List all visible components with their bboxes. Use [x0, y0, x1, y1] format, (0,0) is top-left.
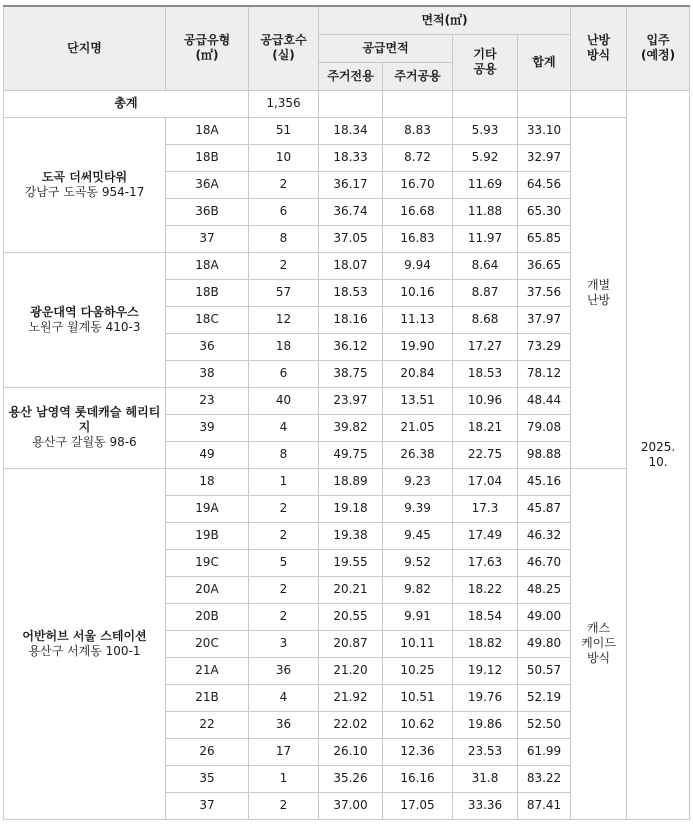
residential-exclusive-cell: 18.33	[319, 144, 383, 171]
supply-type-cell: 21A	[166, 657, 249, 684]
residential-common-cell: 9.52	[383, 549, 453, 576]
residential-exclusive-cell: 36.12	[319, 333, 383, 360]
total-area-cell: 49.00	[518, 603, 571, 630]
other-common-cell: 18.82	[453, 630, 518, 657]
units-cell: 8	[249, 225, 319, 252]
units-cell: 36	[249, 711, 319, 738]
total-empty-cell	[571, 90, 627, 117]
header-residential-exclusive: 주거전용	[319, 62, 383, 90]
residential-exclusive-cell: 38.75	[319, 360, 383, 387]
header-residential-common: 주거공용	[383, 62, 453, 90]
header-heating: 난방 방식	[571, 6, 627, 90]
total-row	[4, 90, 690, 117]
complex-cell	[4, 252, 166, 387]
other-common-cell: 19.12	[453, 657, 518, 684]
total-empty-cell	[383, 90, 453, 117]
header-complex: 단지명	[4, 6, 166, 90]
complex-name: 광운대역 다움하우스	[30, 304, 139, 319]
residential-exclusive-cell: 20.21	[319, 576, 383, 603]
supply-type-cell: 20C	[166, 630, 249, 657]
supply-type-cell: 37	[166, 225, 249, 252]
total-area-cell: 78.12	[518, 360, 571, 387]
other-common-cell: 23.53	[453, 738, 518, 765]
residential-exclusive-cell: 26.10	[319, 738, 383, 765]
header-move-in: 입주 (예정)	[627, 6, 690, 90]
units-cell: 6	[249, 198, 319, 225]
units-cell: 1	[249, 765, 319, 792]
residential-exclusive-cell: 37.00	[319, 792, 383, 819]
units-cell: 2	[249, 603, 319, 630]
complex-cell	[4, 117, 166, 252]
other-common-cell: 8.68	[453, 306, 518, 333]
header-total: 합계	[518, 34, 571, 90]
units-cell: 1	[249, 468, 319, 495]
supply-type-cell: 37	[166, 792, 249, 819]
total-area-cell: 48.44	[518, 387, 571, 414]
total-empty-cell	[319, 90, 383, 117]
table-row	[4, 117, 690, 144]
residential-exclusive-cell: 19.55	[319, 549, 383, 576]
residential-common-cell: 9.91	[383, 603, 453, 630]
supply-type-cell: 35	[166, 765, 249, 792]
heating-method-cell: 개별 난방	[571, 117, 627, 468]
units-cell: 51	[249, 117, 319, 144]
other-common-cell: 18.54	[453, 603, 518, 630]
total-area-cell: 37.97	[518, 306, 571, 333]
residential-exclusive-cell: 18.34	[319, 117, 383, 144]
residential-common-cell: 9.39	[383, 495, 453, 522]
residential-common-cell: 9.23	[383, 468, 453, 495]
total-area-cell: 61.99	[518, 738, 571, 765]
residential-common-cell: 16.70	[383, 171, 453, 198]
units-cell: 5	[249, 549, 319, 576]
total-area-cell: 73.29	[518, 333, 571, 360]
other-common-cell: 17.49	[453, 522, 518, 549]
other-common-cell: 5.92	[453, 144, 518, 171]
supply-type-cell: 18B	[166, 279, 249, 306]
move-in-date: 2025. 10.	[627, 90, 690, 819]
residential-exclusive-cell: 20.87	[319, 630, 383, 657]
units-cell: 18	[249, 333, 319, 360]
units-cell: 12	[249, 306, 319, 333]
units-cell: 6	[249, 360, 319, 387]
complex-cell	[4, 468, 166, 819]
residential-common-cell: 10.62	[383, 711, 453, 738]
supply-type-cell: 18A	[166, 117, 249, 144]
residential-common-cell: 10.51	[383, 684, 453, 711]
supply-type-cell: 23	[166, 387, 249, 414]
total-area-cell: 32.97	[518, 144, 571, 171]
other-common-cell: 17.04	[453, 468, 518, 495]
other-common-cell: 8.64	[453, 252, 518, 279]
residential-common-cell: 10.16	[383, 279, 453, 306]
units-cell: 2	[249, 522, 319, 549]
other-common-cell: 18.22	[453, 576, 518, 603]
residential-common-cell: 12.36	[383, 738, 453, 765]
table-row	[4, 468, 690, 495]
other-common-cell: 31.8	[453, 765, 518, 792]
residential-common-cell: 20.84	[383, 360, 453, 387]
units-cell: 2	[249, 495, 319, 522]
supply-type-cell: 19A	[166, 495, 249, 522]
total-units: 1,356	[249, 90, 319, 117]
other-common-cell: 18.53	[453, 360, 518, 387]
total-area-cell: 98.88	[518, 441, 571, 468]
other-common-cell: 22.75	[453, 441, 518, 468]
residential-exclusive-cell: 20.55	[319, 603, 383, 630]
residential-exclusive-cell: 39.82	[319, 414, 383, 441]
complex-name: 어반허브 서울 스테이션	[22, 628, 147, 643]
units-cell: 36	[249, 657, 319, 684]
complex-address: 용산구 서계동 100-1	[28, 643, 141, 658]
other-common-cell: 10.96	[453, 387, 518, 414]
supply-type-cell: 39	[166, 414, 249, 441]
total-area-cell: 46.32	[518, 522, 571, 549]
table-body	[4, 90, 690, 819]
residential-common-cell: 19.90	[383, 333, 453, 360]
total-area-cell: 65.85	[518, 225, 571, 252]
total-area-cell: 46.70	[518, 549, 571, 576]
residential-exclusive-cell: 19.18	[319, 495, 383, 522]
units-cell: 17	[249, 738, 319, 765]
other-common-cell: 11.97	[453, 225, 518, 252]
residential-exclusive-cell: 36.74	[319, 198, 383, 225]
units-cell: 57	[249, 279, 319, 306]
heating-method-cell: 캐스 케이드 방식	[571, 468, 627, 819]
supply-type-cell: 36A	[166, 171, 249, 198]
residential-exclusive-cell: 18.53	[319, 279, 383, 306]
residential-common-cell: 16.83	[383, 225, 453, 252]
total-area-cell: 49.80	[518, 630, 571, 657]
supply-type-cell: 18	[166, 468, 249, 495]
total-area-cell: 79.08	[518, 414, 571, 441]
residential-common-cell: 26.38	[383, 441, 453, 468]
residential-exclusive-cell: 49.75	[319, 441, 383, 468]
other-common-cell: 17.3	[453, 495, 518, 522]
supply-type-cell: 22	[166, 711, 249, 738]
residential-exclusive-cell: 37.05	[319, 225, 383, 252]
complex-address: 강남구 도곡동 954-17	[24, 184, 145, 199]
total-area-cell: 48.25	[518, 576, 571, 603]
residential-exclusive-cell: 22.02	[319, 711, 383, 738]
residential-common-cell: 10.11	[383, 630, 453, 657]
supply-type-cell: 20B	[166, 603, 249, 630]
header-other-common: 기타 공용	[453, 34, 518, 90]
complex-address: 용산구 갈월동 98-6	[32, 435, 137, 449]
residential-common-cell: 10.25	[383, 657, 453, 684]
units-cell: 10	[249, 144, 319, 171]
other-common-cell: 17.27	[453, 333, 518, 360]
total-empty-cell	[453, 90, 518, 117]
total-area-cell: 87.41	[518, 792, 571, 819]
total-area-cell: 83.22	[518, 765, 571, 792]
header-supply-area: 공급면적	[319, 34, 453, 62]
supply-type-cell: 38	[166, 360, 249, 387]
total-area-cell: 45.16	[518, 468, 571, 495]
other-common-cell: 19.76	[453, 684, 518, 711]
other-common-cell: 8.87	[453, 279, 518, 306]
total-area-cell: 52.50	[518, 711, 571, 738]
residential-exclusive-cell: 18.16	[319, 306, 383, 333]
complex-name: 용산 남영역 롯데캐슬 헤리티지	[8, 405, 161, 434]
residential-exclusive-cell: 19.38	[319, 522, 383, 549]
total-area-cell: 45.87	[518, 495, 571, 522]
supply-type-cell: 18B	[166, 144, 249, 171]
complex-address: 노원구 월계동 410-3	[28, 319, 141, 334]
residential-common-cell: 8.72	[383, 144, 453, 171]
complex-cell	[4, 387, 166, 468]
supply-type-cell: 18C	[166, 306, 249, 333]
units-cell: 2	[249, 171, 319, 198]
residential-common-cell: 9.45	[383, 522, 453, 549]
residential-common-cell: 9.94	[383, 252, 453, 279]
other-common-cell: 17.63	[453, 549, 518, 576]
header-units: 공급호수 (실)	[249, 6, 319, 90]
total-area-cell: 64.56	[518, 171, 571, 198]
residential-exclusive-cell: 21.92	[319, 684, 383, 711]
supply-type-cell: 36	[166, 333, 249, 360]
residential-exclusive-cell: 21.20	[319, 657, 383, 684]
residential-exclusive-cell: 23.97	[319, 387, 383, 414]
total-area-cell: 52.19	[518, 684, 571, 711]
complex-name: 도곡 더써밋타워	[41, 169, 128, 184]
residential-exclusive-cell: 35.26	[319, 765, 383, 792]
residential-common-cell: 13.51	[383, 387, 453, 414]
total-area-cell: 50.57	[518, 657, 571, 684]
other-common-cell: 33.36	[453, 792, 518, 819]
residential-exclusive-cell: 18.07	[319, 252, 383, 279]
units-cell: 40	[249, 387, 319, 414]
residential-common-cell: 8.83	[383, 117, 453, 144]
units-cell: 3	[249, 630, 319, 657]
supply-type-cell: 26	[166, 738, 249, 765]
supply-type-cell: 19C	[166, 549, 249, 576]
residential-common-cell: 17.05	[383, 792, 453, 819]
units-cell: 4	[249, 684, 319, 711]
residential-common-cell: 9.82	[383, 576, 453, 603]
supply-type-cell: 36B	[166, 198, 249, 225]
units-cell: 2	[249, 252, 319, 279]
residential-common-cell: 16.16	[383, 765, 453, 792]
other-common-cell: 19.86	[453, 711, 518, 738]
header-area: 면적(㎡)	[319, 6, 571, 34]
supply-type-cell: 19B	[166, 522, 249, 549]
units-cell: 2	[249, 576, 319, 603]
other-common-cell: 5.93	[453, 117, 518, 144]
other-common-cell: 11.69	[453, 171, 518, 198]
supply-type-cell: 18A	[166, 252, 249, 279]
units-cell: 4	[249, 414, 319, 441]
total-area-cell: 33.10	[518, 117, 571, 144]
other-common-cell: 11.88	[453, 198, 518, 225]
residential-common-cell: 21.05	[383, 414, 453, 441]
total-label: 총계	[4, 90, 249, 117]
total-area-cell: 37.56	[518, 279, 571, 306]
residential-common-cell: 11.13	[383, 306, 453, 333]
residential-exclusive-cell: 18.89	[319, 468, 383, 495]
supply-type-cell: 21B	[166, 684, 249, 711]
supply-area-table	[3, 5, 690, 820]
total-area-cell: 36.65	[518, 252, 571, 279]
total-area-cell: 65.30	[518, 198, 571, 225]
header-supply-type: 공급유형 (㎡)	[166, 6, 249, 90]
residential-common-cell: 16.68	[383, 198, 453, 225]
residential-exclusive-cell: 36.17	[319, 171, 383, 198]
supply-type-cell: 20A	[166, 576, 249, 603]
units-cell: 2	[249, 792, 319, 819]
units-cell: 8	[249, 441, 319, 468]
supply-type-cell: 49	[166, 441, 249, 468]
total-empty-cell	[518, 90, 571, 117]
other-common-cell: 18.21	[453, 414, 518, 441]
